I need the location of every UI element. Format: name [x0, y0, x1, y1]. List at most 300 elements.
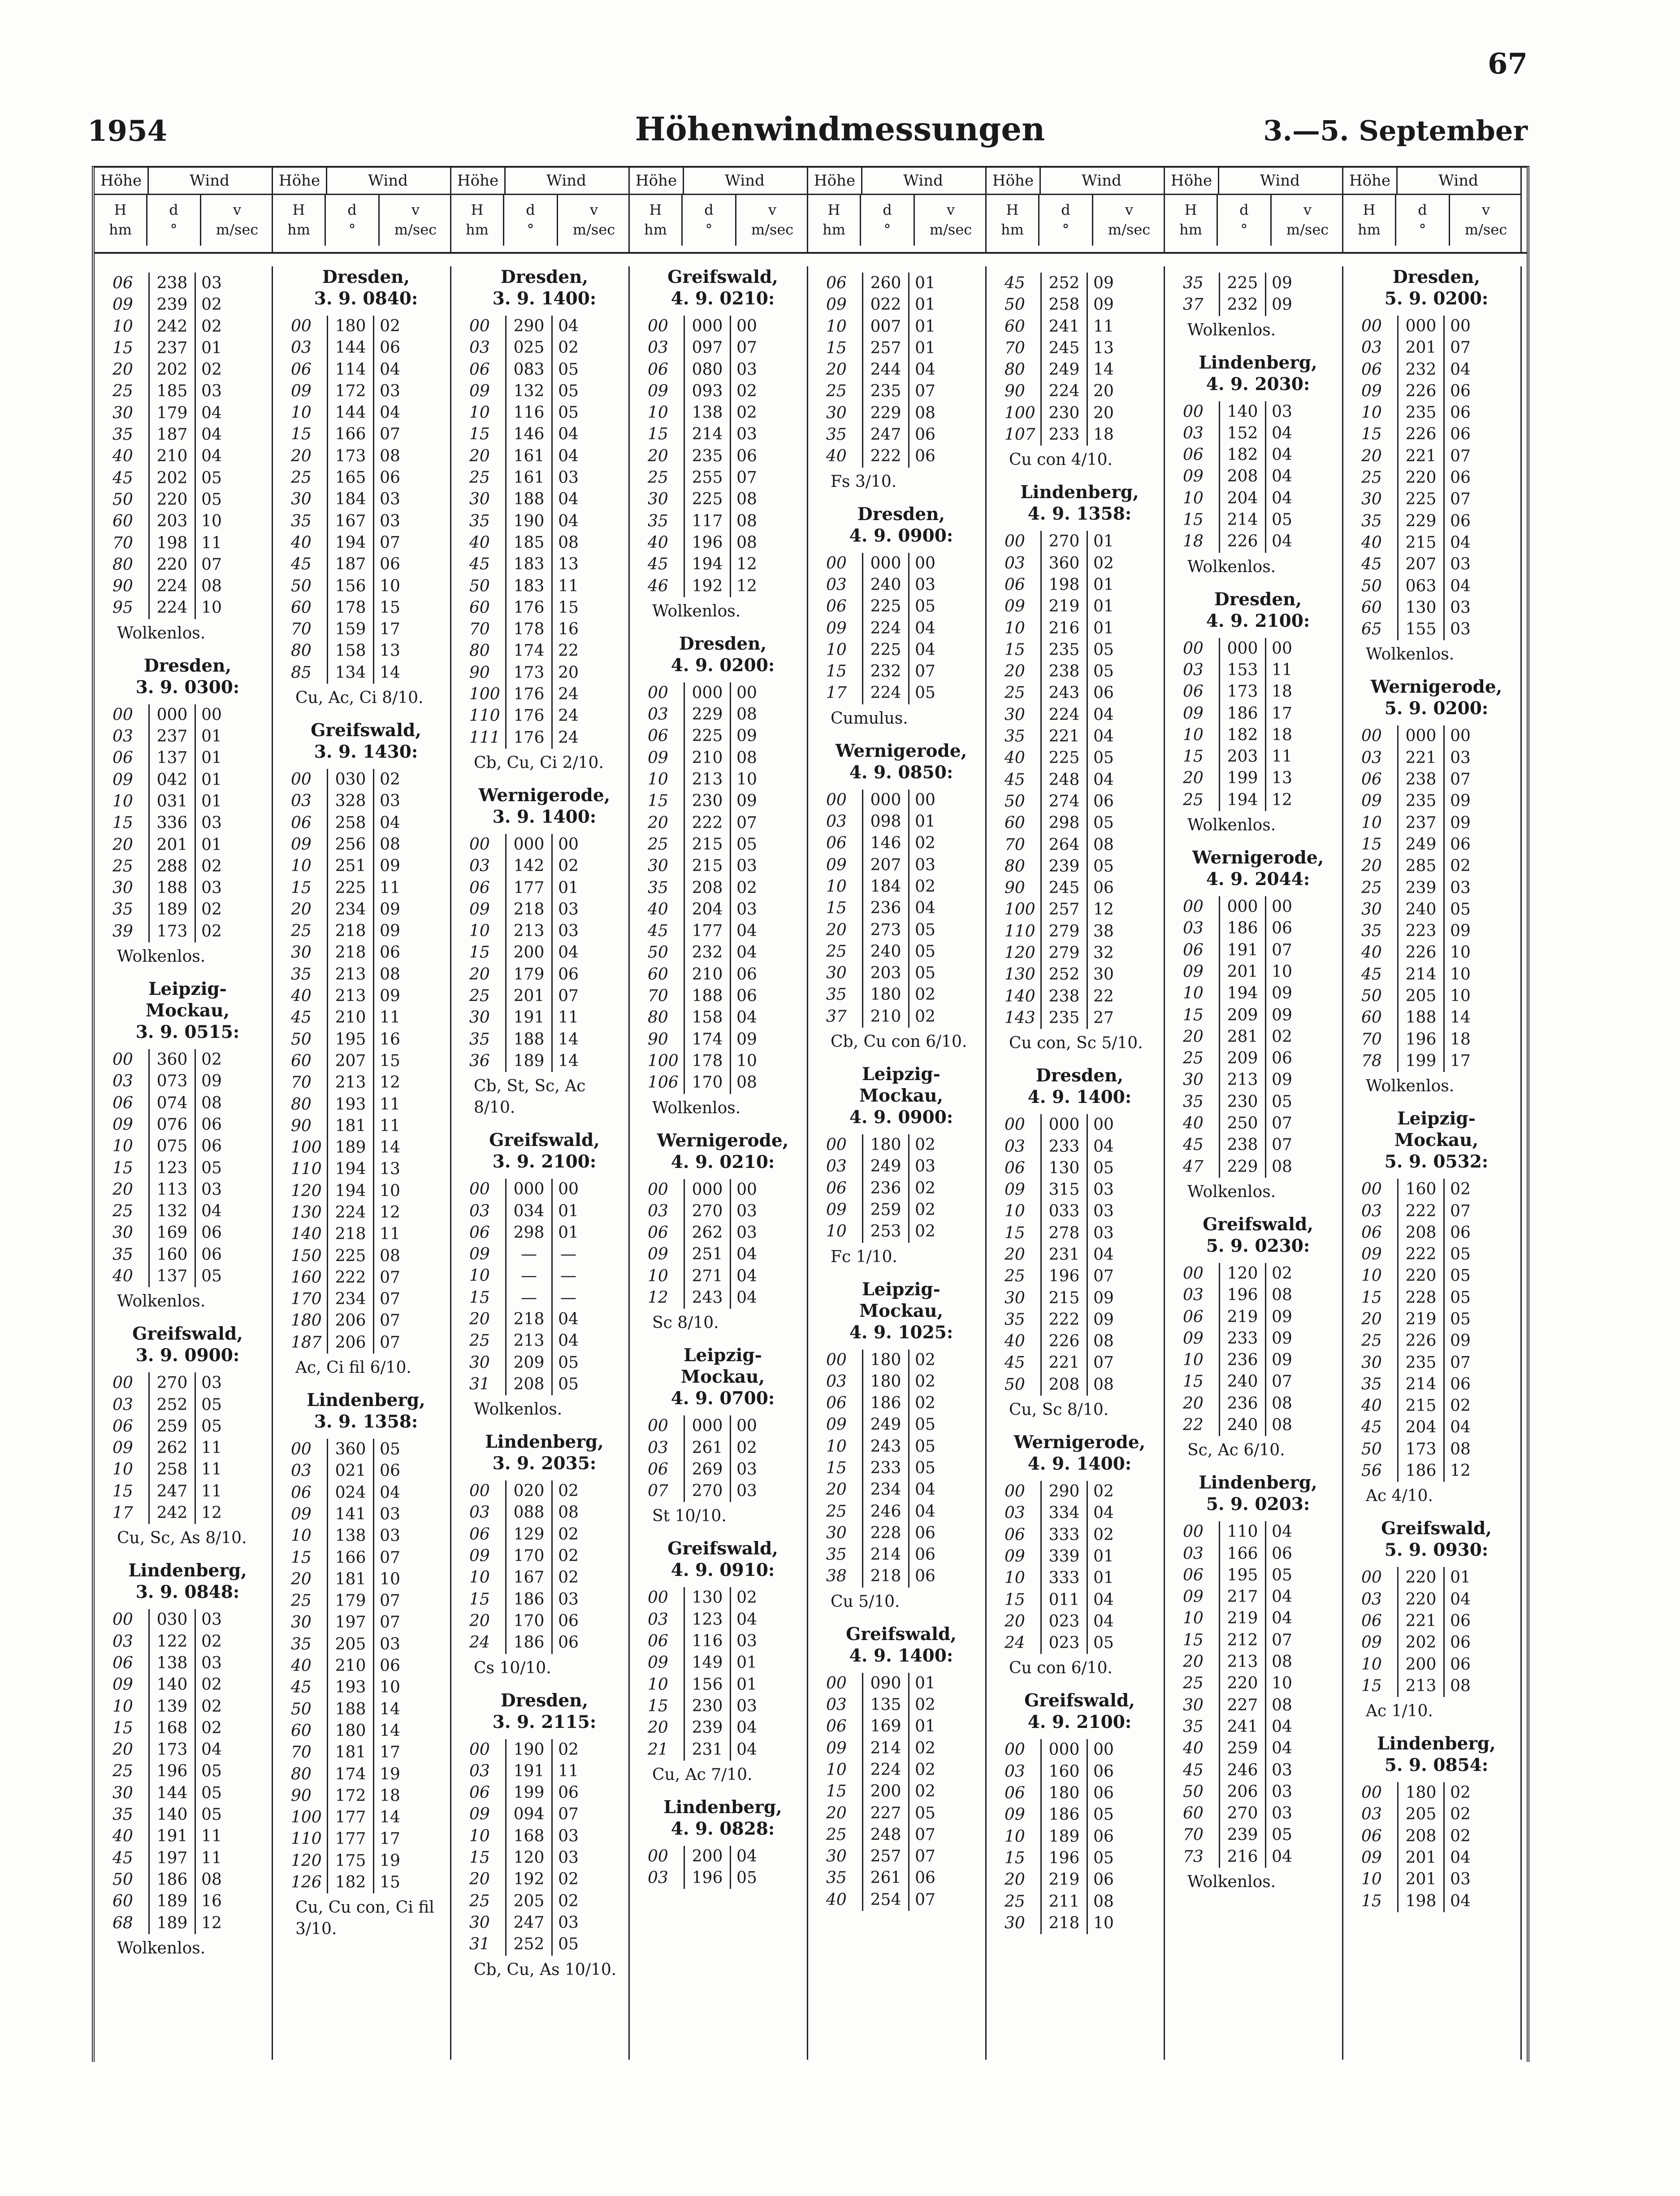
table-row	[1183, 1306, 1333, 1328]
height-cell: 00	[1005, 532, 1025, 551]
speed-cell: 04	[558, 1332, 579, 1350]
direction-cell: 187	[327, 554, 374, 575]
direction-cell: 000	[1219, 638, 1266, 660]
table-row	[826, 661, 976, 682]
height-cell: 45	[113, 469, 133, 487]
height-cell: 70	[648, 987, 668, 1006]
direction-cell: 269	[684, 1459, 731, 1480]
direction-cell: 207	[862, 855, 909, 876]
table-row	[1183, 1521, 1333, 1543]
speed-cell: 06	[380, 943, 400, 962]
speed-cell: 10	[1272, 962, 1292, 981]
direction-cell: 191	[1219, 940, 1266, 961]
station-heading	[1361, 1733, 1511, 1776]
station-heading	[826, 740, 976, 783]
speed-cell: 03	[1450, 748, 1471, 767]
direction-cell: 179	[505, 964, 553, 985]
table-row	[826, 1006, 976, 1028]
direction-cell: 188	[148, 877, 196, 899]
height-cell: 45	[291, 1678, 312, 1697]
speed-cell: 06	[1093, 792, 1114, 811]
direction-cell: 279	[1040, 942, 1088, 964]
height-cell: 00	[648, 683, 668, 702]
height-cell: 70	[1361, 1030, 1382, 1049]
direction-cell: 000	[862, 790, 909, 811]
height-cell: 50	[291, 1700, 312, 1719]
header-deg: °	[1419, 221, 1426, 238]
table-row	[1361, 1201, 1511, 1222]
speed-cell: 14	[380, 663, 400, 682]
table-row	[826, 1350, 976, 1371]
direction-cell: 206	[1219, 1781, 1266, 1803]
speed-cell: 02	[1450, 857, 1471, 876]
table-row	[1005, 834, 1155, 856]
table-row	[291, 1246, 441, 1267]
direction-cell: 221	[1397, 446, 1445, 467]
table-row	[291, 316, 441, 337]
table-row	[291, 1720, 441, 1742]
height-cell: 45	[648, 555, 668, 574]
direction-cell: 224	[1040, 704, 1088, 726]
table-row	[113, 446, 263, 467]
speed-cell: 04	[1272, 1523, 1292, 1541]
height-cell: 30	[1005, 1914, 1025, 1932]
speed-cell: 14	[558, 1030, 579, 1049]
direction-cell: 219	[1219, 1306, 1266, 1328]
height-cell: 100	[648, 1051, 679, 1070]
height-cell: 24	[469, 1633, 490, 1652]
speed-cell: 03	[380, 1635, 400, 1654]
station-name: Greifswald,	[1203, 1214, 1313, 1235]
direction-cell: 229	[1397, 511, 1445, 532]
table-row	[1005, 1223, 1155, 1244]
table-row	[469, 1891, 619, 1912]
table-row	[826, 1414, 976, 1436]
height-cell: 20	[826, 1480, 847, 1499]
measurement-rows	[648, 316, 798, 597]
speed-cell: 05	[915, 1458, 935, 1477]
station-heading	[648, 1345, 798, 1409]
height-cell: 10	[113, 1697, 133, 1716]
table-row	[1005, 403, 1155, 424]
table-row	[826, 898, 976, 919]
height-cell: 60	[113, 1892, 133, 1911]
measurement-rows	[113, 1609, 263, 1934]
direction-cell: 261	[862, 1867, 909, 1889]
station-heading	[113, 978, 263, 1043]
station-time: 3. 9. 0900:	[135, 1345, 240, 1366]
height-cell: 15	[469, 1590, 490, 1609]
height-cell: 60	[1183, 1804, 1204, 1823]
height-cell: 00	[113, 1610, 133, 1629]
height-cell: 06	[826, 274, 847, 292]
height-cell: 09	[469, 1245, 490, 1264]
speed-cell: 05	[558, 1353, 579, 1372]
direction-cell: 226	[1397, 381, 1445, 402]
speed-cell: 02	[915, 1200, 935, 1219]
direction-cell: 238	[1397, 769, 1445, 790]
station-time: 4. 9. 2100:	[1206, 610, 1310, 631]
speed-cell: 04	[736, 922, 757, 941]
speed-cell: 03	[558, 469, 579, 487]
height-cell: 09	[1005, 1547, 1025, 1566]
speed-cell: 08	[736, 533, 757, 552]
height-cell: 30	[826, 964, 847, 983]
direction-cell: 209	[1219, 1005, 1266, 1026]
speed-cell: 00	[915, 790, 935, 809]
height-cell: 126	[291, 1873, 322, 1892]
table-row	[1361, 359, 1511, 381]
table-row	[1005, 424, 1155, 446]
table-row	[648, 1739, 798, 1761]
header-msec: m/sec	[929, 221, 972, 238]
measurement-rows	[826, 1673, 976, 1911]
table-row	[1005, 1288, 1155, 1309]
table-row	[826, 1566, 976, 1587]
direction-cell: 190	[505, 511, 553, 532]
speed-cell: 00	[201, 705, 222, 724]
height-cell: 30	[826, 404, 847, 422]
speed-cell: 18	[1272, 725, 1292, 744]
header-msec: m/sec	[394, 221, 437, 238]
speed-cell: 08	[1272, 1394, 1292, 1413]
header-d-cell	[861, 194, 915, 246]
speed-cell: 14	[1093, 360, 1114, 379]
table-row	[291, 1460, 441, 1482]
height-cell: 00	[1183, 639, 1204, 658]
speed-cell: 14	[380, 1808, 400, 1827]
direction-cell: 206	[327, 1332, 374, 1354]
height-cell: 10	[1005, 1569, 1025, 1588]
speed-cell: 01	[201, 339, 222, 357]
height-cell: 110	[291, 1160, 322, 1179]
station-time: 4. 9. 0910:	[671, 1560, 775, 1581]
table-row	[469, 1244, 619, 1265]
height-cell: 06	[469, 878, 490, 897]
direction-cell: 219	[1040, 596, 1088, 617]
height-cell: 25	[1361, 469, 1382, 487]
table-row	[1361, 1179, 1511, 1200]
height-cell: 50	[113, 1870, 133, 1889]
direction-cell: 238	[148, 273, 196, 294]
direction-cell: 243	[1040, 682, 1088, 704]
speed-cell: 04	[1272, 489, 1292, 508]
height-cell: 24	[1005, 1634, 1025, 1653]
speed-cell: 02	[201, 922, 222, 941]
table-row	[113, 1222, 263, 1244]
table-row	[469, 1826, 619, 1847]
table-row	[1183, 1263, 1333, 1285]
speed-cell: 02	[1450, 1827, 1471, 1845]
header-deg: °	[883, 221, 891, 238]
table-row	[1361, 467, 1511, 489]
height-cell: 15	[113, 1159, 133, 1177]
speed-cell: 08	[1272, 1286, 1292, 1305]
height-cell: 18	[1183, 532, 1204, 551]
direction-cell: 186	[1397, 1460, 1445, 1482]
table-row	[1361, 1610, 1511, 1632]
table-row	[113, 1459, 263, 1480]
direction-cell: 140	[1219, 401, 1266, 423]
direction-cell: 220	[148, 489, 196, 511]
station-time: 3. 9. 0300:	[135, 677, 240, 698]
direction-cell: 328	[327, 790, 374, 812]
direction-cell: 225	[862, 596, 909, 617]
speed-cell: 17	[380, 1830, 400, 1849]
direction-cell: 213	[1219, 1069, 1266, 1091]
header-hoehe: Höhe	[987, 168, 1041, 194]
height-cell: 30	[1183, 1071, 1204, 1089]
table-row	[113, 1674, 263, 1696]
height-cell: 50	[1183, 1782, 1204, 1801]
station-heading	[1361, 676, 1511, 719]
speed-cell: 05	[558, 1935, 579, 1954]
height-cell: 09	[1183, 704, 1204, 723]
height-cell: 25	[1005, 684, 1025, 703]
speed-cell: 18	[1450, 1030, 1471, 1049]
cloud-remark: Ac 4/10.	[1366, 1487, 1433, 1506]
table-row	[1361, 446, 1511, 467]
column-header	[1165, 168, 1343, 252]
speed-cell: 05	[736, 1869, 757, 1888]
table-row	[113, 597, 263, 619]
table-row	[1361, 899, 1511, 920]
table-row	[291, 359, 441, 381]
table-row	[469, 1912, 619, 1934]
height-cell: 00	[1361, 1568, 1382, 1587]
table-row	[1183, 1565, 1333, 1586]
header-h: H	[114, 201, 127, 218]
direction-cell: 220	[148, 554, 196, 576]
direction-cell: 336	[148, 812, 196, 834]
speed-cell: 06	[1450, 404, 1471, 422]
table-row	[1005, 1761, 1155, 1783]
direction-cell: 240	[862, 574, 909, 596]
table-row	[1361, 511, 1511, 532]
direction-cell: 132	[505, 381, 553, 402]
speed-cell: 09	[1272, 295, 1292, 314]
direction-cell: 075	[148, 1136, 196, 1157]
height-cell: 06	[1183, 682, 1204, 701]
direction-cell: 097	[684, 337, 731, 359]
speed-cell: 06	[915, 447, 935, 466]
data-column	[95, 266, 273, 2060]
table-row	[826, 1846, 976, 1867]
speed-cell: 06	[1093, 1827, 1114, 1846]
table-row	[113, 704, 263, 726]
speed-cell: —	[560, 1288, 576, 1307]
table-row	[1005, 1007, 1155, 1029]
direction-cell: 225	[684, 725, 731, 747]
speed-cell: 01	[1093, 1547, 1114, 1566]
direction-cell: 273	[862, 920, 909, 941]
direction-cell: 271	[684, 1266, 731, 1287]
direction-cell: 140	[148, 1804, 196, 1826]
height-cell: 35	[469, 1030, 490, 1049]
direction-cell: 230	[1219, 1091, 1266, 1113]
height-cell: 45	[648, 922, 668, 941]
table-row	[113, 1869, 263, 1891]
table-row	[469, 1222, 619, 1244]
table-row	[1361, 597, 1511, 619]
speed-cell: 07	[736, 469, 757, 487]
speed-cell: 13	[558, 555, 579, 574]
direction-cell: 201	[505, 985, 553, 1007]
table-row	[113, 921, 263, 942]
table-row	[826, 618, 976, 639]
direction-cell: 334	[1040, 1502, 1088, 1524]
speed-cell: 04	[1450, 577, 1471, 595]
height-cell: 17	[826, 684, 847, 703]
height-cell: 06	[291, 360, 312, 379]
speed-cell: 05	[915, 1804, 935, 1823]
table-row	[1005, 1158, 1155, 1179]
speed-cell: 05	[1093, 1159, 1114, 1177]
table-row	[113, 1609, 263, 1631]
direction-cell: 196	[1219, 1285, 1266, 1306]
height-cell: 10	[648, 1675, 668, 1694]
speed-cell: 08	[201, 1094, 222, 1112]
direction-cell: 021	[327, 1460, 374, 1482]
direction-cell: 000	[684, 1415, 731, 1437]
height-cell: 30	[291, 490, 312, 509]
header-hoehe: Höhe	[273, 168, 327, 194]
table-row	[469, 1847, 619, 1869]
speed-cell: 05	[1093, 749, 1114, 768]
table-row	[1361, 1222, 1511, 1244]
direction-cell: 083	[505, 359, 553, 381]
height-cell: 20	[826, 920, 847, 939]
height-cell: 25	[291, 1592, 312, 1610]
direction-cell: 239	[1219, 1824, 1266, 1846]
speed-cell: 13	[1093, 339, 1114, 357]
height-cell: 15	[291, 1548, 312, 1567]
direction-cell: 116	[505, 402, 553, 424]
table-row	[469, 1309, 619, 1330]
station-time: 4. 9. 2100:	[1027, 1712, 1132, 1733]
table-row	[1361, 1869, 1511, 1890]
height-cell: 20	[648, 813, 668, 832]
page-year: 1954	[87, 114, 168, 148]
speed-cell: 00	[1272, 898, 1292, 916]
station-name: Dresden,	[143, 655, 232, 676]
speed-cell: 20	[1093, 404, 1114, 422]
speed-cell: 04	[1272, 1739, 1292, 1758]
speed-cell: 04	[1093, 705, 1114, 724]
direction-cell: 244	[862, 359, 909, 381]
station-heading	[1361, 1108, 1511, 1172]
direction-cell: 160	[148, 1244, 196, 1266]
table-row	[1183, 1113, 1333, 1134]
speed-cell: 01	[558, 1223, 579, 1242]
table-row	[1183, 1781, 1333, 1803]
speed-cell: 05	[201, 1417, 222, 1436]
height-cell: 60	[291, 1051, 312, 1070]
table-row	[1005, 1632, 1155, 1654]
height-cell: 03	[1361, 339, 1382, 357]
table-row	[1361, 402, 1511, 424]
direction-cell: 234	[862, 1479, 909, 1501]
direction-cell: 135	[862, 1694, 909, 1716]
table-row	[1183, 746, 1333, 768]
table-row	[113, 1696, 263, 1718]
height-cell: 35	[648, 878, 668, 897]
speed-cell: 13	[380, 1160, 400, 1179]
height-cell: 95	[113, 599, 133, 617]
direction-cell: 245	[1040, 877, 1088, 899]
height-cell: 68	[113, 1914, 133, 1932]
table-row	[291, 1289, 441, 1310]
speed-cell: 01	[201, 792, 222, 811]
table-row	[1361, 877, 1511, 899]
direction-cell: 166	[327, 424, 374, 445]
header-h: H	[1363, 201, 1376, 218]
direction-cell: 360	[148, 1049, 196, 1071]
direction-cell: 201	[1397, 1869, 1445, 1890]
header-h: H	[471, 201, 484, 218]
speed-cell: 10	[380, 1181, 400, 1200]
table-row	[826, 1221, 976, 1242]
speed-cell: 08	[1450, 1676, 1471, 1695]
speed-cell: 03	[201, 1180, 222, 1199]
height-cell: 09	[113, 1675, 133, 1694]
table-row	[1361, 812, 1511, 834]
direction-cell: 221	[1397, 747, 1445, 769]
table-row	[1005, 1266, 1155, 1287]
direction-cell: 218	[505, 899, 553, 920]
speed-cell: 18	[1093, 425, 1114, 444]
height-cell: 80	[648, 1008, 668, 1027]
direction-cell: 218	[327, 920, 374, 942]
measurement-rows	[113, 1049, 263, 1287]
station-name: Wernigerode,	[835, 740, 967, 761]
direction-cell: 198	[1397, 1891, 1445, 1912]
table-row	[648, 877, 798, 899]
table-row	[826, 833, 976, 854]
height-cell: 100	[1005, 404, 1035, 422]
table-row	[1005, 942, 1155, 964]
direction-cell: 252	[148, 1394, 196, 1416]
table-row	[1183, 790, 1333, 811]
height-cell: 09	[1361, 1849, 1382, 1867]
header-hm: hm	[1001, 221, 1024, 238]
table-row	[291, 1699, 441, 1720]
speed-cell: 06	[915, 1567, 935, 1586]
direction-cell: 228	[1397, 1287, 1445, 1309]
table-row	[1361, 790, 1511, 812]
header-v: v	[768, 201, 777, 218]
height-cell: 40	[1005, 749, 1025, 768]
height-cell: 35	[1361, 922, 1382, 941]
height-cell: 30	[291, 1613, 312, 1632]
header-d: d	[883, 201, 892, 218]
direction-cell: 270	[148, 1372, 196, 1394]
station-heading	[826, 1623, 976, 1667]
height-cell: 09	[826, 1200, 847, 1219]
table-row	[826, 1824, 976, 1846]
direction-cell: 222	[684, 812, 731, 834]
speed-cell: 11	[201, 1827, 222, 1846]
table-row	[291, 1872, 441, 1893]
header-divider	[95, 252, 1527, 254]
table-row	[826, 984, 976, 1006]
station-heading	[469, 785, 619, 828]
table-row	[113, 856, 263, 877]
height-cell: 15	[1005, 640, 1025, 659]
table-row	[1183, 660, 1333, 681]
table-row	[291, 1547, 441, 1569]
direction-cell: 237	[1397, 812, 1445, 834]
